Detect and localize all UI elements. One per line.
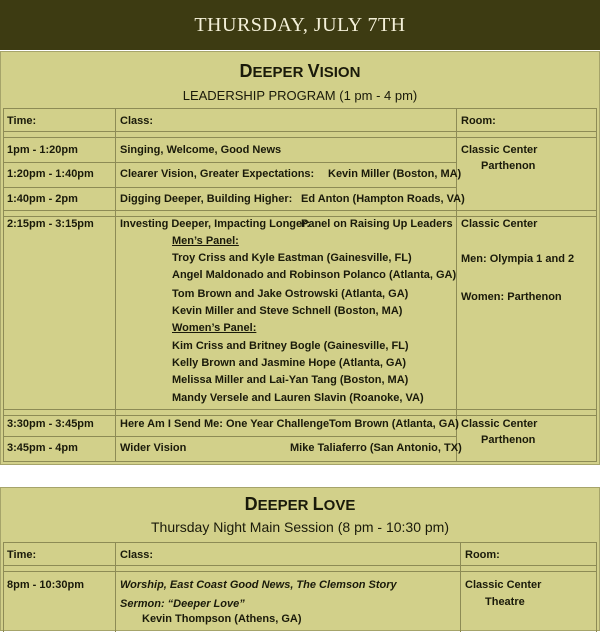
row-leader: Ed Anton (Hampton Roads, VA) [301,193,465,205]
row-class: Wider Vision [120,442,187,454]
title-part-2: ISION [319,64,361,81]
title-part-2: OVE [323,497,356,514]
sermon-title: Sermon: “Deeper Love” [120,598,245,610]
room-venue: Classic Center [465,579,542,591]
row-time: 1:40pm - 2pm [7,193,78,205]
deeper-vision-panel [0,51,600,465]
section-subtitle: Thursday Night Main Session (8 pm - 10:30 pm) [150,519,449,535]
panel-member: Kim Criss and Britney Bogle (Gainesville, FL) [172,340,409,352]
womens-panel-heading: Women’s Panel: [172,322,257,334]
panel-member: Mandy Versele and Lauren Slavin (Roanoke, VA) [172,392,424,404]
room-venue: Classic Center [461,218,538,230]
row-class: Digging Deeper, Building Higher: [120,193,293,205]
panel-member: Kelly Brown and Jasmine Hope (Atlanta, GA) [172,357,407,369]
panel-member: Tom Brown and Jake Ostrowski (Atlanta, GA) [172,288,409,300]
row-leader: Panel on Raising Up Leaders [301,218,453,230]
section-title [1,494,599,515]
title-initial-2: L [312,494,324,514]
title-part: EEPER [252,64,308,81]
session-line: Worship, East Coast Good News, The Clemson Story [120,579,397,591]
panel-member: Angel Maldonado and Robinson Polanco (Atlanta, GA) [172,269,457,281]
section-subtitle: LEADERSHIP PROGRAM (1 pm - 4 pm) [182,88,418,103]
col-header-room: Room: [461,115,496,127]
room-name: Parthenon [481,434,536,446]
room-name: Theatre [485,596,525,608]
row-class: Here Am I Send Me: One Year Challenge [120,418,330,430]
panel-member: Melissa Miller and Lai-Yan Tang (Boston, MA) [172,374,409,386]
room-name: Parthenon [481,160,536,172]
row-time: 3:45pm - 4pm [7,442,78,454]
title-part: EEPER [257,497,313,514]
col-header-time: Time: [7,549,37,561]
deeper-love-panel [0,487,600,631]
row-time: 1:20pm - 1:40pm [7,168,94,180]
panel-member: Troy Criss and Kyle Eastman (Gainesville, FL) [172,252,412,264]
row-time: 2:15pm - 3:15pm [7,218,94,230]
title-initial: D [244,494,258,514]
row-class: Clearer Vision, Greater Expectations: [120,168,315,180]
row-leader: Kevin Miller (Boston, MA) [328,168,462,180]
room-women: Women: Parthenon [461,291,562,303]
col-header-room: Room: [465,549,500,561]
row-time: 8pm - 10:30pm [7,579,85,591]
row-class: Investing Deeper, Impacting Longer: [120,218,311,230]
room-venue: Classic Center [461,144,538,156]
section-title [1,61,599,82]
col-header-class: Class: [120,115,154,127]
row-leader: Mike Taliaferro (San Antonio, TX) [290,442,462,454]
panel-member: Kevin Miller and Steve Schnell (Boston, MA) [172,305,403,317]
speaker: Kevin Thompson (Athens, GA) [142,613,302,625]
row-time: 1pm - 1:20pm [7,144,78,156]
col-header-time: Time: [7,115,37,127]
row-time: 3:30pm - 3:45pm [7,418,94,430]
title-initial-2: V [307,61,320,81]
row-leader: Tom Brown (Atlanta, GA) [329,418,459,430]
col-header-class: Class: [120,549,154,561]
title-initial: D [239,61,253,81]
mens-panel-heading: Men’s Panel: [172,235,239,247]
room-venue: Classic Center [461,418,538,430]
day-header: THURSDAY, JULY 7TH [0,0,600,50]
room-men: Men: Olympia 1 and 2 [461,253,575,265]
row-class: Singing, Welcome, Good News [120,144,282,156]
